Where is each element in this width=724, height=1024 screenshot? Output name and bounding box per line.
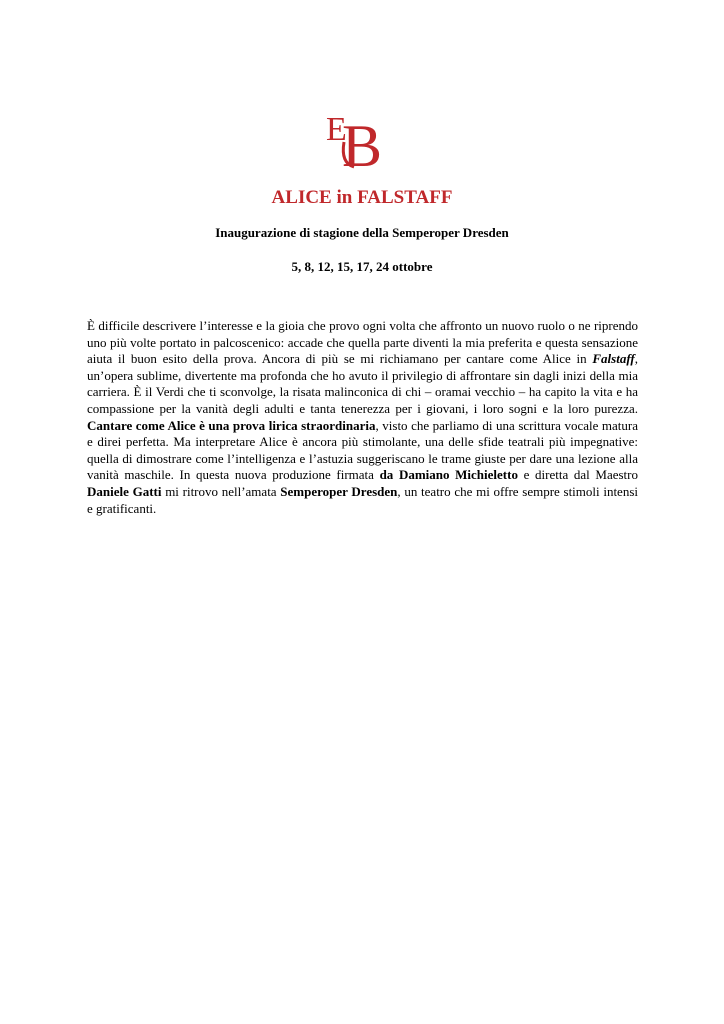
svg-text:E: E [326, 111, 347, 148]
highlight-conductor: Daniele Gatti [87, 483, 162, 499]
body-text-1: È difficile descrivere l’interesse e la gioia che provo ogni volta che affronto un nuovo ruolo o ne riprendo uno più volte portato in palcoscenico: accade che quella parte diventi la mia preferita e questa sensazione aiuta il buon esito della prova. Ancora di più se mi richiamano per cantare come Alice in [87, 318, 638, 367]
svg-text:B: B [342, 113, 383, 170]
highlight-theatre: Semperoper Dresden [280, 483, 398, 499]
title-text: ALICE in FALSTAFF [271, 187, 453, 208]
page-title [0, 186, 724, 210]
highlight-cantare: Cantare come Alice è una prova lirica straordinaria [87, 417, 376, 433]
body-text-2: , un’opera sublime, divertente ma profonda che ho avuto il privilegio di affrontare sin dagli inizi della mia carriera. È il Verdi che ti sconvolge, la risata malinconica di chi – oramai vecchio – ha capito la vita e ha compassione per la vanità degli adulti e tanta tenerezza per i giovani, i loro sogni e la loro purezza. [87, 351, 638, 416]
body-text-5: mi ritrovo nell’amata [161, 483, 281, 499]
body-text-4: e diretta dal Maestro [517, 467, 638, 483]
body-text-3: , visto che parliamo di una scrittura vocale matura e direi perfetta. Ma interpretare Alice è ancora più stimolante, una delle sfide teatrali più impegnative: quella di dimostrare come l’intelligenza e l’astuzia suggeriscano le trame giuste per dare una lezione alla vanità maschile. In questa nuova produzione firmata [87, 417, 638, 483]
highlight-director: da Damiano Michieletto [379, 467, 518, 483]
performance-dates: 5, 8, 12, 15, 17, 24 ottobre [291, 259, 433, 274]
body-text-6: , un teatro che mi offre sempre stimoli intensi e gratificanti. [87, 483, 638, 516]
opera-title-falstaff: Falstaff [592, 351, 635, 367]
page-subtitle: Inaugurazione di stagione della Semperoper Dresden [215, 225, 509, 240]
eb-monogram-logo-icon [322, 106, 402, 170]
body-paragraph [87, 318, 638, 517]
eb-logo [322, 106, 402, 170]
